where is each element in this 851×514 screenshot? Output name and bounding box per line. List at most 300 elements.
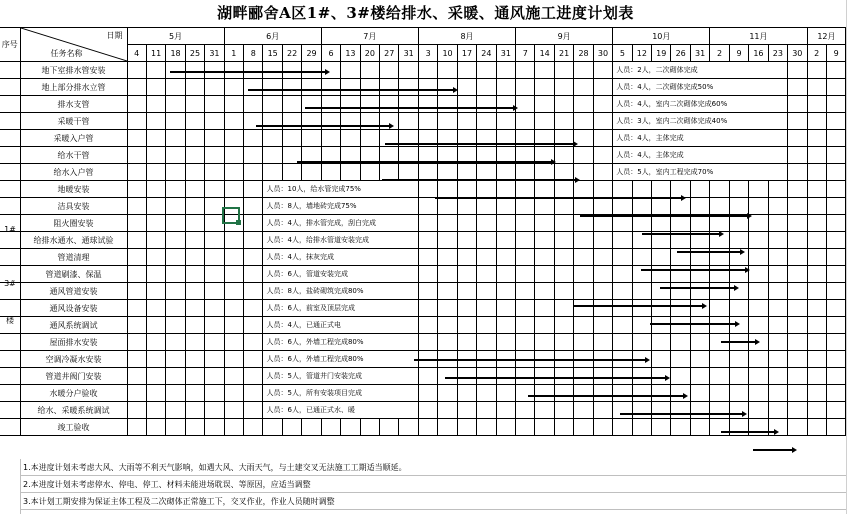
schedule-cell[interactable] [496,266,515,283]
schedule-cell[interactable] [593,215,612,232]
schedule-cell[interactable] [185,419,204,436]
schedule-cell[interactable] [690,402,709,419]
day-header[interactable]: 11 [146,45,165,62]
schedule-cell[interactable] [788,232,807,249]
schedule-cell[interactable] [418,79,437,96]
schedule-cell[interactable] [690,368,709,385]
schedule-cell[interactable] [632,300,651,317]
schedule-cell[interactable] [438,317,457,334]
schedule-cell[interactable] [205,351,224,368]
staffing-note-cell[interactable]: 人员：5人，室内工程完成70% [613,164,788,181]
schedule-cell[interactable] [185,215,204,232]
day-header[interactable]: 28 [574,45,593,62]
schedule-cell[interactable] [516,181,535,198]
schedule-cell[interactable] [457,266,476,283]
schedule-cell[interactable] [554,419,573,436]
schedule-cell[interactable] [399,79,418,96]
schedule-cell[interactable] [457,113,476,130]
schedule-cell[interactable] [224,419,243,436]
schedule-cell[interactable] [729,385,748,402]
schedule-cell[interactable] [185,181,204,198]
seq-cell[interactable] [0,62,20,79]
schedule-cell[interactable] [477,215,496,232]
schedule-cell[interactable] [710,198,729,215]
schedule-cell[interactable] [807,249,826,266]
schedule-cell[interactable] [224,164,243,181]
seq-cell[interactable] [0,113,20,130]
schedule-cell[interactable] [185,300,204,317]
schedule-cell[interactable] [768,249,787,266]
schedule-cell[interactable] [302,130,321,147]
schedule-cell[interactable] [496,79,515,96]
task-name-cell[interactable]: 通风设备安装 [20,300,127,317]
schedule-cell[interactable] [807,164,826,181]
schedule-cell[interactable] [768,402,787,419]
schedule-cell[interactable] [127,317,146,334]
schedule-cell[interactable] [438,351,457,368]
day-header[interactable]: 9 [729,45,748,62]
day-header[interactable]: 2 [710,45,729,62]
schedule-cell[interactable] [535,62,554,79]
schedule-cell[interactable] [282,96,301,113]
task-name-cell[interactable]: 管道清理 [20,249,127,266]
schedule-cell[interactable] [729,402,748,419]
schedule-cell[interactable] [146,402,165,419]
schedule-cell[interactable] [146,164,165,181]
schedule-cell[interactable] [535,283,554,300]
schedule-cell[interactable] [574,113,593,130]
schedule-cell[interactable] [807,300,826,317]
schedule-cell[interactable] [166,96,185,113]
schedule-cell[interactable] [438,334,457,351]
schedule-cell[interactable] [438,385,457,402]
schedule-cell[interactable] [652,232,671,249]
schedule-cell[interactable] [729,351,748,368]
schedule-cell[interactable] [146,334,165,351]
schedule-cell[interactable] [516,419,535,436]
task-name-cell[interactable]: 竣工验收 [20,419,127,436]
month-header[interactable]: 7月 [321,28,418,45]
schedule-cell[interactable] [457,300,476,317]
schedule-cell[interactable] [826,317,845,334]
schedule-cell[interactable] [205,266,224,283]
schedule-cell[interactable] [826,113,845,130]
staffing-note-cell[interactable]: 人员：4人，二次砌体完成50% [613,79,788,96]
schedule-cell[interactable] [496,147,515,164]
schedule-cell[interactable] [516,317,535,334]
schedule-cell[interactable] [788,266,807,283]
schedule-cell[interactable] [574,266,593,283]
day-header[interactable]: 21 [554,45,573,62]
schedule-cell[interactable] [729,232,748,249]
schedule-cell[interactable] [185,317,204,334]
schedule-cell[interactable] [496,351,515,368]
schedule-cell[interactable] [127,164,146,181]
schedule-cell[interactable] [185,62,204,79]
schedule-cell[interactable] [554,249,573,266]
schedule-cell[interactable] [341,130,360,147]
schedule-cell[interactable] [477,402,496,419]
seq-cell[interactable] [0,79,20,96]
schedule-cell[interactable] [593,181,612,198]
schedule-cell[interactable] [788,96,807,113]
schedule-cell[interactable] [671,419,690,436]
schedule-cell[interactable] [341,62,360,79]
staffing-note-cell[interactable]: 人员：4人，抹灰完成 [263,249,418,266]
schedule-cell[interactable] [146,113,165,130]
schedule-cell[interactable] [749,249,768,266]
schedule-cell[interactable] [632,317,651,334]
schedule-cell[interactable] [146,96,165,113]
schedule-cell[interactable] [593,198,612,215]
schedule-cell[interactable] [360,96,379,113]
seq-cell[interactable] [0,181,20,198]
schedule-cell[interactable] [418,249,437,266]
schedule-cell[interactable] [380,164,399,181]
schedule-cell[interactable] [457,317,476,334]
schedule-cell[interactable] [146,147,165,164]
schedule-cell[interactable] [554,79,573,96]
seq-cell[interactable] [0,402,20,419]
schedule-cell[interactable] [652,351,671,368]
schedule-cell[interactable] [282,130,301,147]
schedule-cell[interactable] [652,181,671,198]
schedule-cell[interactable] [457,402,476,419]
day-header[interactable]: 24 [477,45,496,62]
schedule-cell[interactable] [496,249,515,266]
day-header[interactable]: 27 [380,45,399,62]
schedule-cell[interactable] [477,130,496,147]
day-header[interactable]: 19 [652,45,671,62]
schedule-cell[interactable] [516,62,535,79]
schedule-cell[interactable] [418,130,437,147]
schedule-cell[interactable] [535,334,554,351]
schedule-cell[interactable] [205,283,224,300]
task-name-cell[interactable]: 水暖分户验收 [20,385,127,402]
schedule-cell[interactable] [710,385,729,402]
schedule-cell[interactable] [554,96,573,113]
schedule-cell[interactable] [535,147,554,164]
schedule-cell[interactable] [807,368,826,385]
schedule-cell[interactable] [438,181,457,198]
seq-cell[interactable] [0,232,20,249]
schedule-cell[interactable] [554,300,573,317]
schedule-cell[interactable] [574,368,593,385]
schedule-cell[interactable] [632,249,651,266]
task-name-cell[interactable]: 管道刷漆、保温 [20,266,127,283]
schedule-cell[interactable] [535,317,554,334]
schedule-cell[interactable] [652,385,671,402]
schedule-cell[interactable] [632,402,651,419]
schedule-cell[interactable] [418,232,437,249]
schedule-cell[interactable] [399,130,418,147]
schedule-cell[interactable] [438,113,457,130]
schedule-cell[interactable] [360,164,379,181]
schedule-cell[interactable] [166,266,185,283]
schedule-cell[interactable] [826,368,845,385]
schedule-cell[interactable] [826,79,845,96]
schedule-cell[interactable] [535,164,554,181]
schedule-cell[interactable] [244,317,263,334]
schedule-cell[interactable] [205,62,224,79]
schedule-cell[interactable] [554,62,573,79]
schedule-cell[interactable] [438,266,457,283]
schedule-cell[interactable] [380,62,399,79]
schedule-cell[interactable] [729,181,748,198]
staffing-note-cell[interactable]: 人员：6人，已通正式水、暖 [263,402,418,419]
month-header[interactable]: 5月 [127,28,224,45]
schedule-cell[interactable] [127,232,146,249]
staffing-note-cell[interactable]: 人员：4人，排水管完成，刮白完成 [263,215,418,232]
schedule-cell[interactable] [749,402,768,419]
schedule-cell[interactable] [516,215,535,232]
schedule-cell[interactable] [632,181,651,198]
schedule-cell[interactable] [826,147,845,164]
day-header[interactable]: 31 [399,45,418,62]
schedule-cell[interactable] [807,334,826,351]
schedule-cell[interactable] [399,147,418,164]
seq-cell[interactable] [0,96,20,113]
schedule-cell[interactable] [438,198,457,215]
schedule-cell[interactable] [671,300,690,317]
schedule-cell[interactable] [749,283,768,300]
schedule-cell[interactable] [671,249,690,266]
schedule-cell[interactable] [671,198,690,215]
schedule-cell[interactable] [535,402,554,419]
schedule-cell[interactable] [788,198,807,215]
schedule-cell[interactable] [418,385,437,402]
schedule-cell[interactable] [613,317,632,334]
schedule-cell[interactable] [224,79,243,96]
schedule-cell[interactable] [826,283,845,300]
schedule-cell[interactable] [788,402,807,419]
schedule-cell[interactable] [418,96,437,113]
schedule-cell[interactable] [593,283,612,300]
schedule-cell[interactable] [826,181,845,198]
schedule-cell[interactable] [205,419,224,436]
schedule-cell[interactable] [788,147,807,164]
schedule-cell[interactable] [535,113,554,130]
task-name-cell[interactable]: 管道井阀门安装 [20,368,127,385]
seq-cell[interactable] [0,351,20,368]
schedule-cell[interactable] [826,419,845,436]
day-header[interactable]: 4 [127,45,146,62]
schedule-cell[interactable] [244,215,263,232]
day-header[interactable]: 31 [205,45,224,62]
schedule-cell[interactable] [457,334,476,351]
schedule-cell[interactable] [380,419,399,436]
schedule-cell[interactable] [516,96,535,113]
day-header[interactable]: 30 [788,45,807,62]
schedule-cell[interactable] [477,385,496,402]
schedule-cell[interactable] [749,385,768,402]
schedule-cell[interactable] [554,164,573,181]
schedule-cell[interactable] [749,334,768,351]
schedule-cell[interactable] [302,79,321,96]
schedule-cell[interactable] [593,130,612,147]
seq-header[interactable]: 序号 [0,28,20,62]
schedule-cell[interactable] [613,181,632,198]
schedule-cell[interactable] [768,368,787,385]
schedule-cell[interactable] [477,147,496,164]
schedule-cell[interactable] [729,419,748,436]
schedule-cell[interactable] [613,232,632,249]
schedule-cell[interactable] [477,62,496,79]
schedule-cell[interactable] [729,266,748,283]
schedule-cell[interactable] [380,96,399,113]
task-name-cell[interactable]: 给水入户管 [20,164,127,181]
schedule-cell[interactable] [341,147,360,164]
schedule-cell[interactable] [224,334,243,351]
schedule-cell[interactable] [244,385,263,402]
schedule-cell[interactable] [826,96,845,113]
schedule-cell[interactable] [826,232,845,249]
task-name-cell[interactable]: 通风系统调试 [20,317,127,334]
schedule-cell[interactable] [185,385,204,402]
schedule-cell[interactable] [127,368,146,385]
schedule-cell[interactable] [496,164,515,181]
schedule-cell[interactable] [457,164,476,181]
day-header[interactable]: 5 [613,45,632,62]
schedule-cell[interactable] [166,317,185,334]
schedule-cell[interactable] [593,402,612,419]
schedule-cell[interactable] [652,266,671,283]
schedule-cell[interactable] [166,368,185,385]
staffing-note-cell[interactable]: 人员：4人，已通正式电 [263,317,418,334]
schedule-cell[interactable] [768,317,787,334]
schedule-cell[interactable] [360,147,379,164]
schedule-cell[interactable] [613,266,632,283]
schedule-cell[interactable] [554,317,573,334]
schedule-cell[interactable] [477,283,496,300]
schedule-cell[interactable] [205,385,224,402]
task-name-cell[interactable]: 地下室排水管安装 [20,62,127,79]
schedule-cell[interactable] [671,351,690,368]
schedule-cell[interactable] [166,198,185,215]
schedule-cell[interactable] [690,385,709,402]
schedule-cell[interactable] [244,283,263,300]
day-header[interactable]: 3 [418,45,437,62]
staffing-note-cell[interactable]: 人员：10人，给水管完成75% [263,181,418,198]
staffing-note-cell[interactable]: 人员：4人，给排水管道安装完成 [263,232,418,249]
schedule-cell[interactable] [807,232,826,249]
schedule-cell[interactable] [418,351,437,368]
schedule-cell[interactable] [788,334,807,351]
schedule-cell[interactable] [826,266,845,283]
staffing-note-cell[interactable]: 人员：5人，管道井门安装完成 [263,368,418,385]
schedule-cell[interactable] [457,215,476,232]
schedule-cell[interactable] [205,402,224,419]
schedule-cell[interactable] [826,130,845,147]
schedule-cell[interactable] [224,368,243,385]
schedule-cell[interactable] [166,300,185,317]
month-header[interactable]: 8月 [418,28,515,45]
schedule-cell[interactable] [224,385,243,402]
schedule-cell[interactable] [788,419,807,436]
seq-cell[interactable] [0,419,20,436]
task-name-cell[interactable]: 阻火圈安装 [20,215,127,232]
schedule-cell[interactable] [749,198,768,215]
staffing-note-cell[interactable]: 人员：4人，主体完成 [613,147,788,164]
schedule-cell[interactable] [671,283,690,300]
schedule-cell[interactable] [788,215,807,232]
schedule-cell[interactable] [593,249,612,266]
schedule-cell[interactable] [788,317,807,334]
schedule-cell[interactable] [613,215,632,232]
schedule-cell[interactable] [185,198,204,215]
schedule-cell[interactable] [205,232,224,249]
schedule-cell[interactable] [788,351,807,368]
schedule-cell[interactable] [574,249,593,266]
schedule-cell[interactable] [146,249,165,266]
schedule-cell[interactable] [613,402,632,419]
schedule-cell[interactable] [516,368,535,385]
schedule-cell[interactable] [768,385,787,402]
schedule-cell[interactable] [457,232,476,249]
schedule-cell[interactable] [244,351,263,368]
schedule-cell[interactable] [418,164,437,181]
schedule-cell[interactable] [671,266,690,283]
schedule-cell[interactable] [593,164,612,181]
schedule-cell[interactable] [205,96,224,113]
month-header[interactable]: 11月 [710,28,807,45]
schedule-cell[interactable] [613,198,632,215]
schedule-cell[interactable] [749,351,768,368]
schedule-cell[interactable] [574,300,593,317]
schedule-cell[interactable] [768,215,787,232]
schedule-cell[interactable] [516,147,535,164]
schedule-cell[interactable] [710,215,729,232]
schedule-cell[interactable] [321,147,340,164]
schedule-cell[interactable] [632,351,651,368]
staffing-note-cell[interactable]: 人员：6人，管道安装完成 [263,266,418,283]
schedule-cell[interactable] [127,300,146,317]
schedule-cell[interactable] [477,334,496,351]
schedule-cell[interactable] [613,368,632,385]
schedule-cell[interactable] [244,249,263,266]
schedule-cell[interactable] [535,96,554,113]
schedule-cell[interactable] [807,215,826,232]
schedule-cell[interactable] [380,147,399,164]
schedule-cell[interactable] [205,300,224,317]
schedule-cell[interactable] [477,113,496,130]
schedule-cell[interactable] [516,164,535,181]
schedule-cell[interactable] [224,351,243,368]
task-name-cell[interactable]: 采暖干管 [20,113,127,130]
day-header[interactable]: 23 [768,45,787,62]
schedule-cell[interactable] [302,96,321,113]
schedule-cell[interactable] [205,113,224,130]
schedule-cell[interactable] [127,147,146,164]
schedule-cell[interactable] [205,130,224,147]
schedule-cell[interactable] [418,62,437,79]
task-name-cell[interactable]: 给水、采暖系统调试 [20,402,127,419]
schedule-cell[interactable] [652,419,671,436]
schedule-cell[interactable] [729,334,748,351]
schedule-cell[interactable] [516,79,535,96]
day-header[interactable]: 14 [535,45,554,62]
schedule-cell[interactable] [146,300,165,317]
schedule-cell[interactable] [632,215,651,232]
schedule-cell[interactable] [710,181,729,198]
schedule-cell[interactable] [496,198,515,215]
schedule-cell[interactable] [768,334,787,351]
schedule-cell[interactable] [146,368,165,385]
schedule-cell[interactable] [457,96,476,113]
schedule-cell[interactable] [146,62,165,79]
schedule-cell[interactable] [690,317,709,334]
schedule-cell[interactable] [788,249,807,266]
